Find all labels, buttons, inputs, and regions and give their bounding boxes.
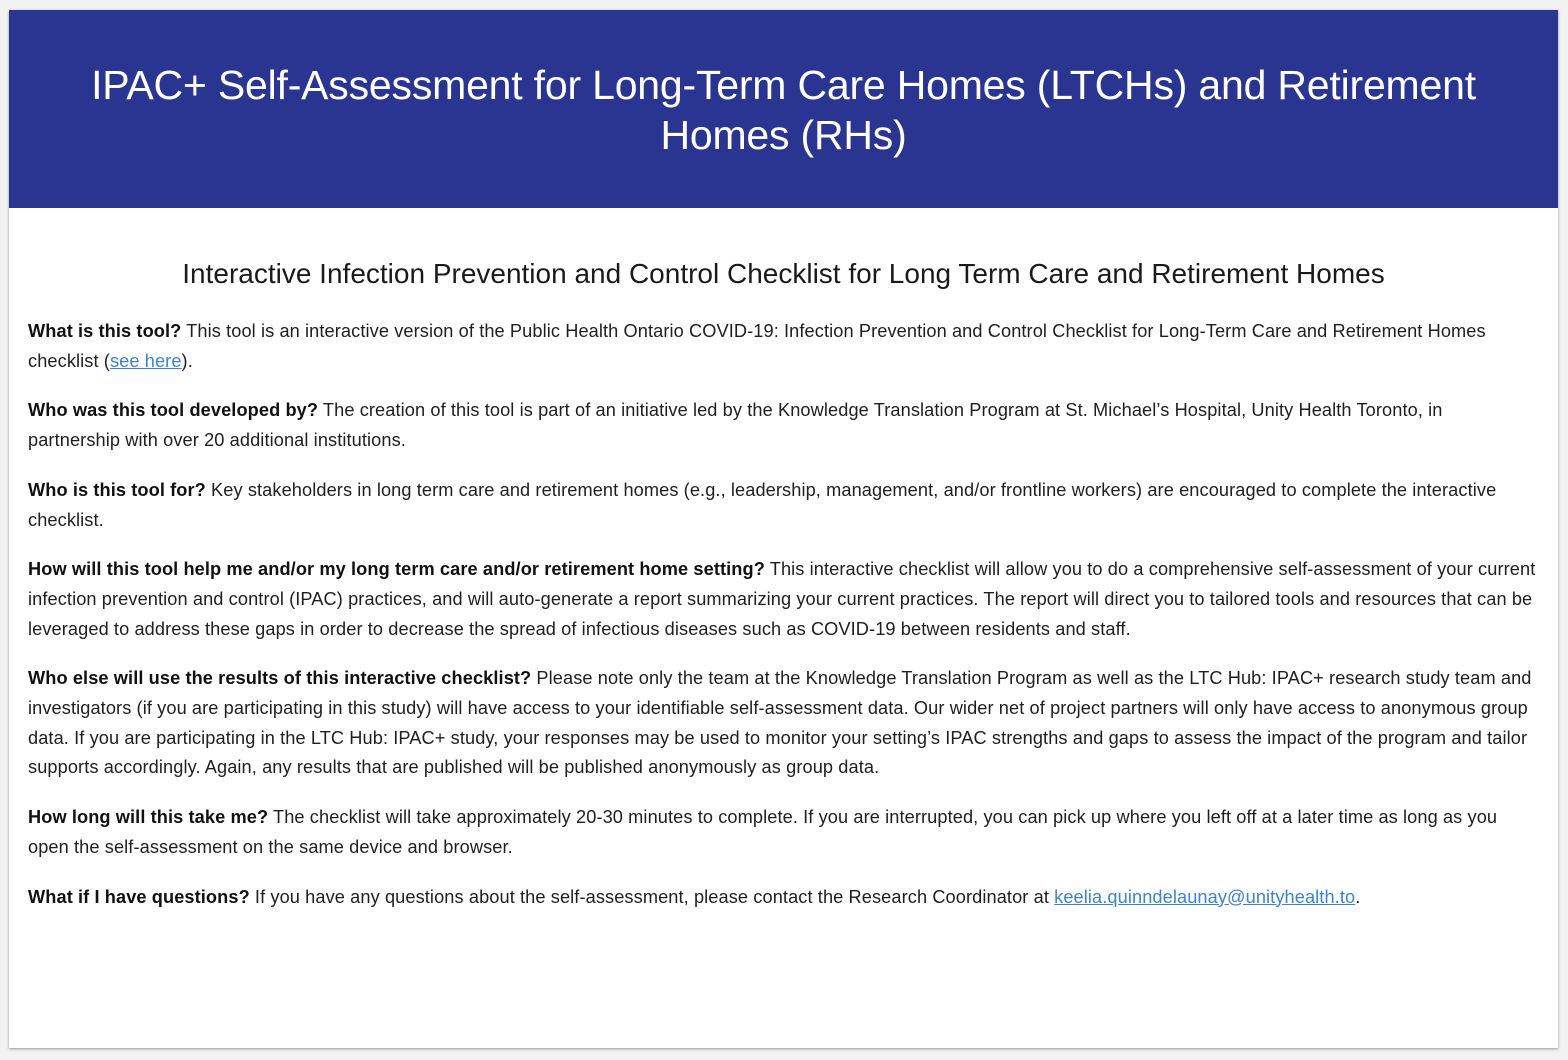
question-label: How will this tool help me and/or my long term care and/or retirement home setting? bbox=[28, 559, 765, 580]
content-area bbox=[9, 208, 1558, 912]
answer-text: The checklist will take approximately 20-30 minutes to complete. If you are interrupted, you can pick up where you left off at a later time as long as you open the self-assessment on the same device and browser. bbox=[28, 807, 1498, 857]
qa-who-else bbox=[28, 664, 1539, 783]
question-label: Who is this tool for? bbox=[28, 479, 206, 500]
qa-what-is-tool bbox=[28, 317, 1539, 376]
question-label: What if I have questions? bbox=[28, 886, 250, 907]
answer-text: The creation of this tool is part of an initiative led by the Knowledge Translation Program at St. Michael’s Hospital, Unity Health Toronto, in partnership with over 20 additional institutions. bbox=[28, 400, 1443, 451]
qa-how-help bbox=[28, 555, 1539, 644]
page-title: IPAC+ Self-Assessment for Long-Term Care Homes (LTCHs) and Retirement Homes (RHs) bbox=[91, 62, 1476, 158]
qa-developed-by bbox=[28, 396, 1539, 455]
question-label: What is this tool? bbox=[28, 321, 182, 341]
page-subtitle: Interactive Infection Prevention and Control Checklist for Long Term Care and Retirement Homes bbox=[182, 258, 1385, 289]
main-card bbox=[9, 10, 1558, 1048]
answer-text: Key stakeholders in long term care and retirement homes (e.g., leadership, management, and/or frontline workers) are encouraged to complete the interactive checklist. bbox=[28, 479, 1497, 530]
answer-text: If you have any questions about the self-assessment, please contact the Research Coordinator at bbox=[249, 886, 1055, 907]
answer-text-end: . bbox=[1355, 886, 1361, 907]
qa-tool-for bbox=[28, 476, 1539, 535]
question-label: Who else will use the results of this interactive checklist? bbox=[28, 668, 532, 689]
answer-text: This interactive checklist will allow you to do a comprehensive self-assessment of your current infection prevention and control (IPAC) practices, and will auto-generate a report summarizing your current practices. The report will direct you to tailored tools and resources that can be leveraged to address these gaps in order to decrease the spread of infectious diseases such as COVID-19 between residents and staff. bbox=[28, 559, 1536, 639]
question-label: Who was this tool developed by? bbox=[28, 400, 319, 421]
answer-text-end: ). bbox=[181, 350, 193, 371]
contact-email-link[interactable]: keelia.quinndelaunay@unityhealth.to bbox=[1054, 886, 1356, 907]
qa-how-long bbox=[28, 803, 1539, 862]
answer-text: Please note only the team at the Knowledge Translation Program as well as the LTC Hub: IPAC+ research study team and investigators (if you are participating in this study) will have access to your identifiable self-assessment data. Our wider net of project partners will only have access to anonymous group data. If you are participating in the LTC Hub: IPAC+ study, your responses may be used to monitor your setting’s IPAC strengths and gaps to assess the impact of the program and tailor supports accordingly. Again, any results that are published will be published anonymously as group data. bbox=[28, 668, 1532, 778]
answer-text: This tool is an interactive version of the Public Health Ontario COVID-19: Infection Prevention and Control Checklist for Long-Term Care and Retirement Homes checklist ( bbox=[28, 321, 1486, 371]
see-here-link[interactable]: see here bbox=[109, 350, 182, 371]
header-banner bbox=[9, 10, 1558, 208]
qa-questions bbox=[28, 883, 1539, 913]
question-label: How long will this take me? bbox=[28, 807, 269, 828]
